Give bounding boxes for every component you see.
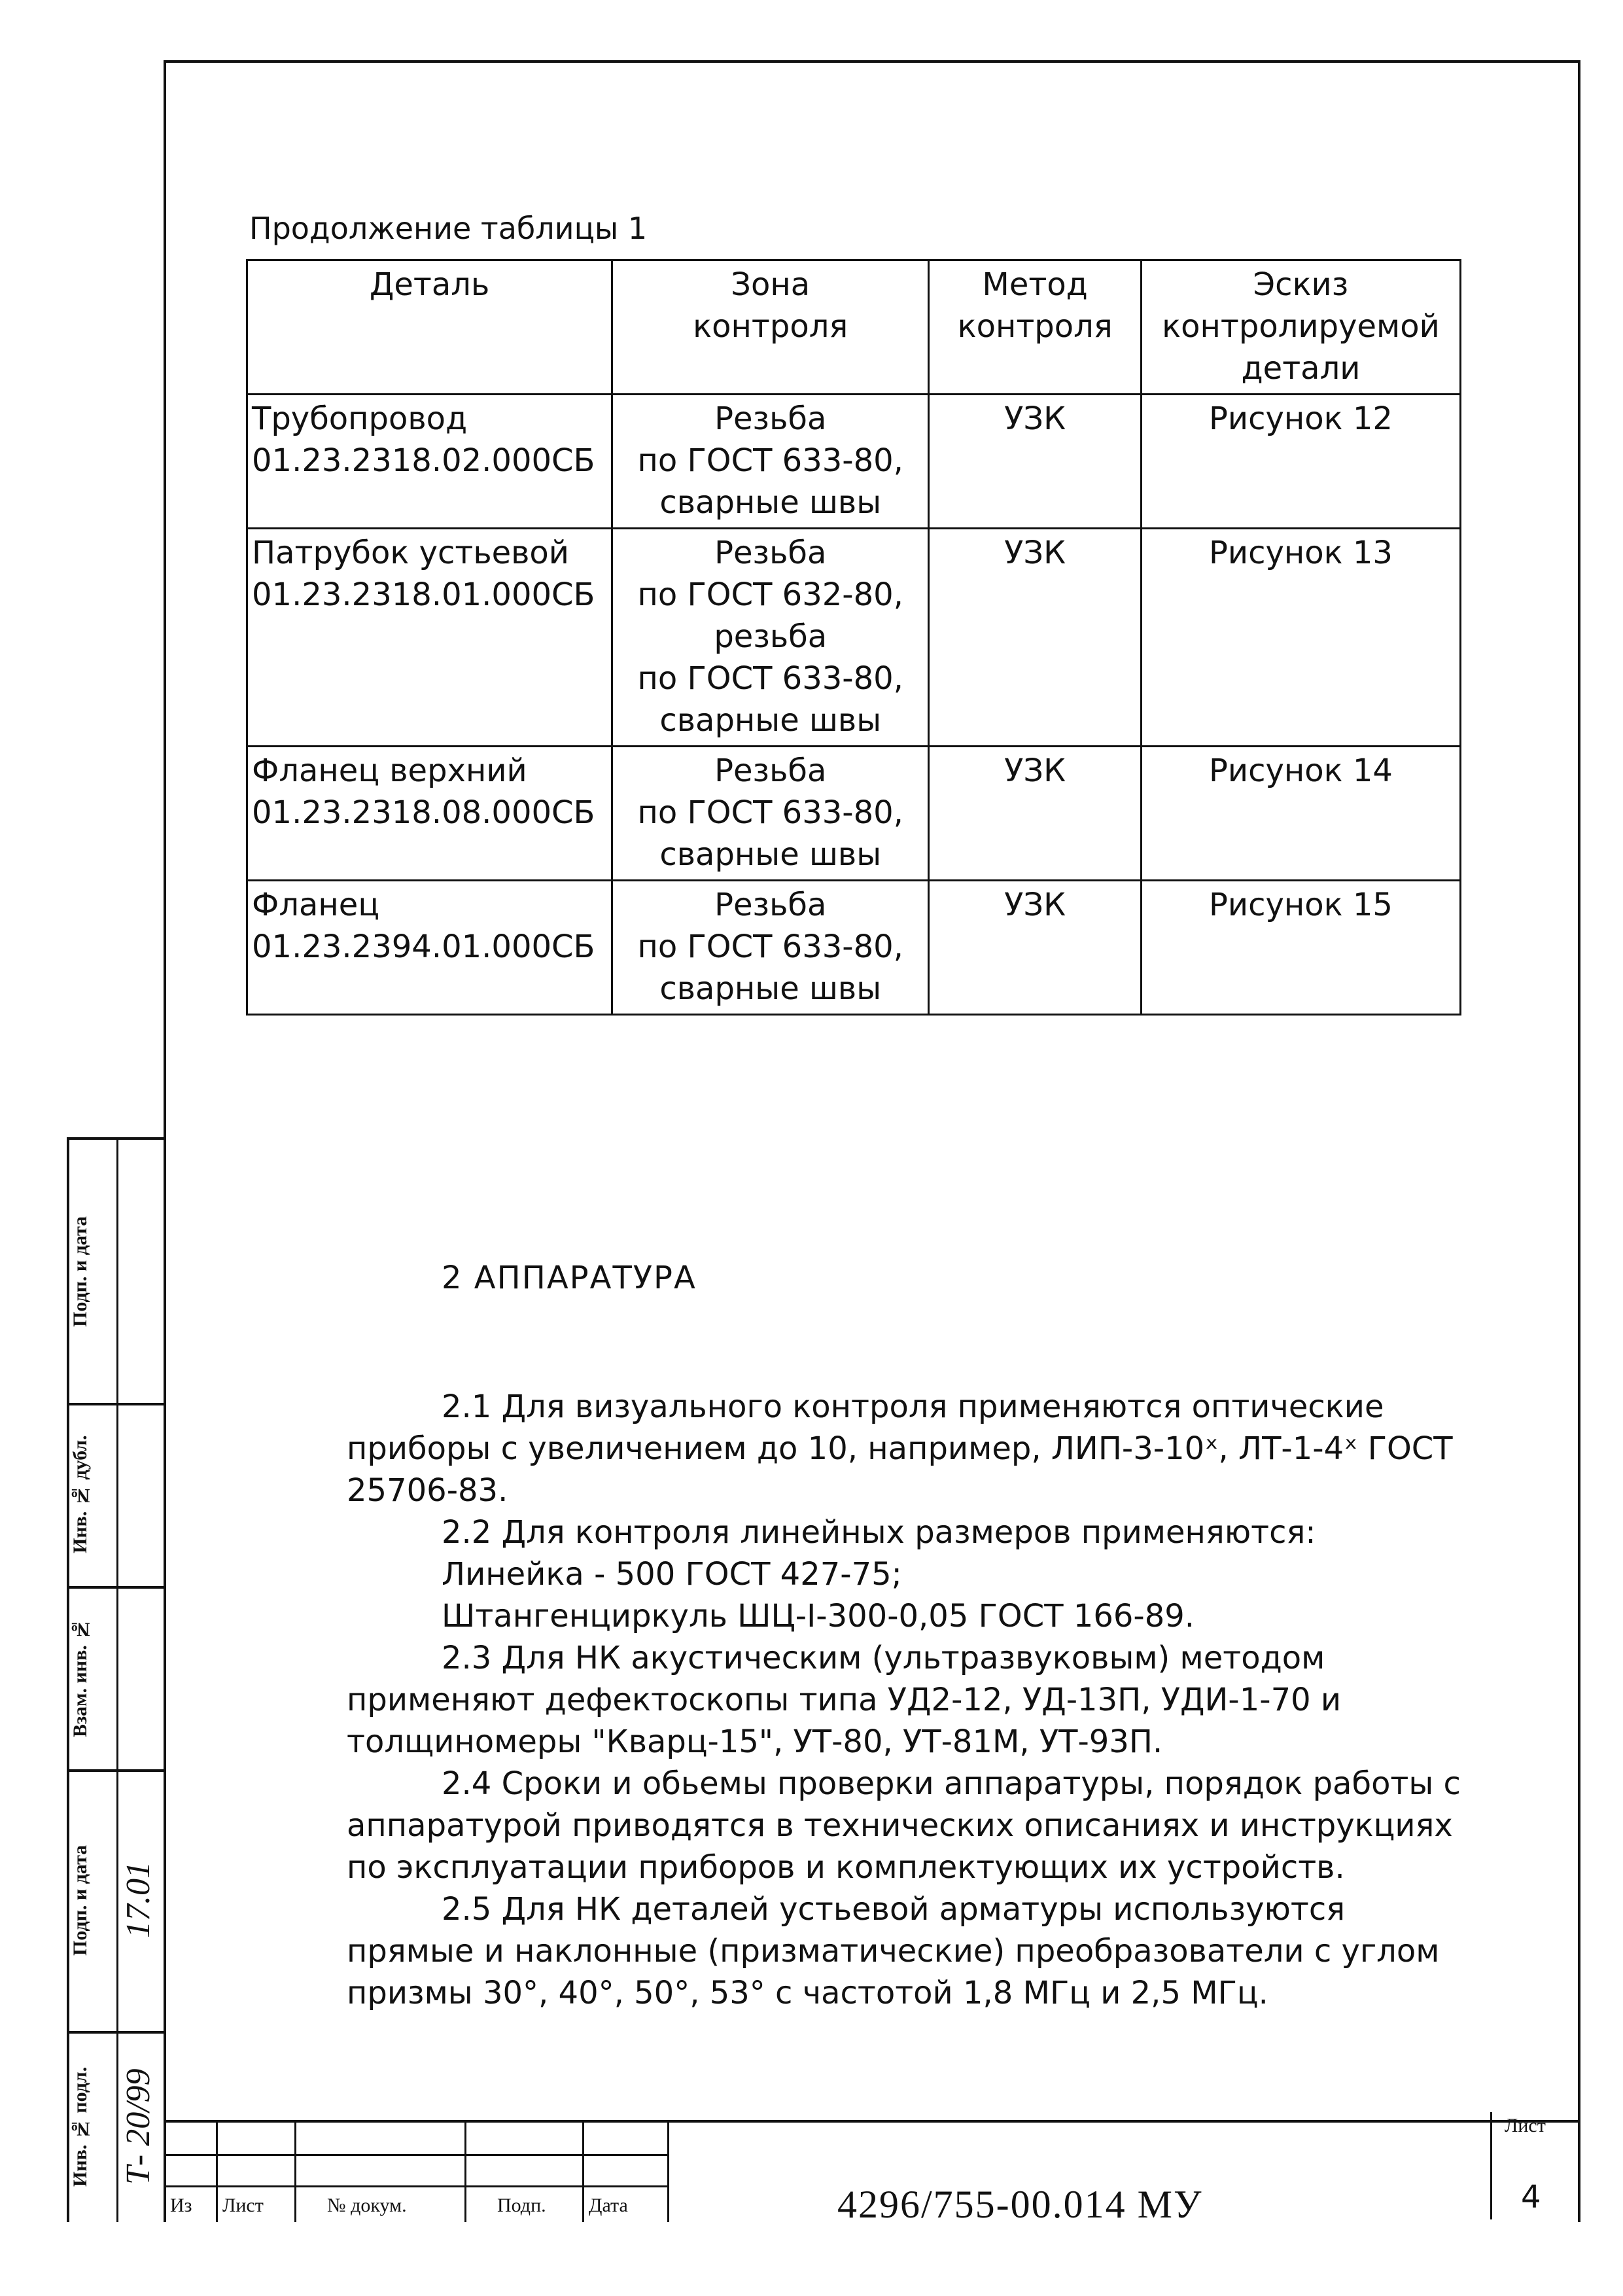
sheet-number: 4 (1521, 2179, 1541, 2216)
col-izm: Из (170, 2195, 192, 2216)
cell-zone: Резьба по ГОСТ 633-80, сварные швы (612, 881, 929, 1015)
cell-method: УЗК (929, 529, 1142, 747)
paragraph-2-2-caliper: Штангенциркуль ШЦ-I-300-0,05 ГОСТ 166-89. (442, 1598, 1195, 1634)
table-row (247, 529, 1461, 747)
left-stamp (67, 1137, 166, 2222)
cell-method: УЗК (929, 881, 1142, 1015)
cell-part: Фланец верхний 01.23.2318.08.000СБ (247, 747, 612, 881)
paragraph-2-3: 2.3 Для НК акустическим (ультразвуковым) методом применяют дефектоскопы типа УД2-12, УД-13П, УДИ-1-70 и толщиномеры "Кварц-15", УТ-80, УТ-81М, УТ-93П. (347, 1640, 1342, 1760)
cell-sketch: Рисунок 14 (1141, 747, 1460, 881)
table-row (247, 395, 1461, 529)
header-sketch: Эскиз контролируемой детали (1141, 260, 1460, 395)
col-doc: № докум. (327, 2195, 407, 2216)
cell-part: Фланец 01.23.2394.01.000СБ (247, 881, 612, 1015)
cell-zone: Резьба по ГОСТ 633-80, сварные швы (612, 747, 929, 881)
paragraph-2-2: 2.2 Для контроля линейных размеров применяются: (442, 1514, 1316, 1551)
col-data: Дата (589, 2195, 628, 2216)
header-part: Деталь (247, 260, 612, 395)
paragraph-2-5: 2.5 Для НК деталей устьевой арматуры используются прямые и наклонные (призматические) преобразователи с углом призмы 30°, 40°, 50°, 53° с частотой 1,8 МГц и 2,5 МГц. (347, 1891, 1440, 2011)
table-row (247, 747, 1461, 881)
label-vzam-inv: Взам. инв. № (69, 1618, 91, 1737)
document-number: 4296/755-00.014 МУ (837, 2183, 1203, 2226)
stamp-divider (667, 2123, 669, 2222)
cell-part: Трубопровод 01.23.2318.02.000СБ (247, 395, 612, 529)
stamp-divider (216, 2123, 218, 2222)
cell-method: УЗК (929, 395, 1142, 529)
paragraph-2-1: 2.1 Для визуального контроля применяются оптические приборы с увеличением до 10, например, ЛИП-3-10ˣ, ЛТ-1-4ˣ ГОСТ 25706-83. (347, 1388, 1453, 1509)
label-inv-podl: Инв. № подл. (69, 2066, 91, 2187)
label-podp-data: Подп. и дата (69, 1216, 91, 1327)
header-zone: Зона контроля (612, 260, 929, 395)
stamp-divider (582, 2123, 584, 2222)
stamp-divider (116, 1140, 118, 2222)
section-heading: 2 АППАРАТУРА (442, 1260, 697, 1296)
stamp-divider (464, 2123, 466, 2222)
stamp-divider (164, 2185, 667, 2187)
label-inv-dubl: Инв. № дубл. (69, 1435, 91, 1554)
cell-zone: Резьба по ГОСТ 633-80, сварные швы (612, 395, 929, 529)
header-method: Метод контроля (929, 260, 1142, 395)
sheet-label: Лист (1505, 2115, 1546, 2136)
cell-zone: Резьба по ГОСТ 632-80, резьба по ГОСТ 633-80, сварные швы (612, 529, 929, 747)
handwritten-inv-number: Т- 20/99 (120, 2068, 157, 2185)
table-caption: Продолжение таблицы 1 (249, 211, 648, 246)
cell-sketch: Рисунок 15 (1141, 881, 1460, 1015)
table-row (247, 881, 1461, 1015)
table-header-row (247, 260, 1461, 395)
handwritten-date: 17.01 (120, 1862, 157, 1939)
paragraph-2-4: 2.4 Сроки и обьемы проверки аппаратуры, порядок работы с аппаратурой приводятся в технических описаниях и инструкциях по эксплуатации приборов и комплектующих их устройств. (347, 1765, 1461, 1886)
control-table (246, 259, 1461, 1016)
col-list: Лист (222, 2195, 264, 2216)
col-podp: Подп. (497, 2195, 546, 2216)
section-body (347, 1386, 1472, 2014)
cell-sketch: Рисунок 12 (1141, 395, 1460, 529)
cell-method: УЗК (929, 747, 1142, 881)
paragraph-2-2-ruler: Линейка - 500 ГОСТ 427-75; (442, 1556, 902, 1593)
cell-sketch: Рисунок 13 (1141, 529, 1460, 747)
stamp-divider (294, 2123, 296, 2222)
cell-part: Патрубок устьевой 01.23.2318.01.000СБ (247, 529, 612, 747)
stamp-divider (164, 2154, 667, 2156)
label-podp-data: Подп. и дата (69, 1845, 91, 1956)
